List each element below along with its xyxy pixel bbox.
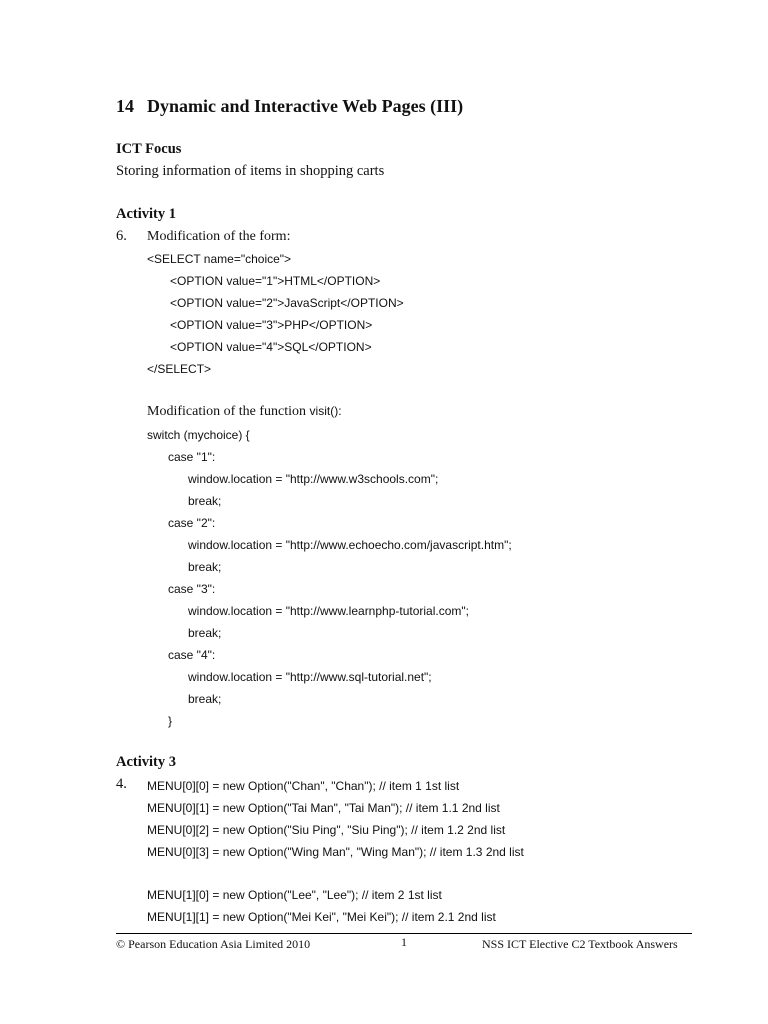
activity-1-heading: Activity 1 (116, 206, 176, 222)
footer-copyright: © Pearson Education Asia Limited 2010 (116, 937, 311, 951)
function-code-line: window.location = "http://www.w3schools.com"; (188, 472, 439, 486)
form-code-line: <OPTION value="2">JavaScript</OPTION> (170, 296, 404, 310)
menu-code-line: MENU[0][1] = new Option("Tai Man", "Tai Man"); // item 1.1 2nd list (147, 801, 500, 815)
function-code-line: case "2": (168, 516, 216, 530)
function-code-line: window.location = "http://www.echoecho.com/javascript.htm"; (188, 538, 512, 552)
form-code-line: <OPTION value="1">HTML</OPTION> (170, 274, 381, 288)
function-code-line: break; (188, 626, 222, 640)
menu-code-line: MENU[0][0] = new Option("Chan", "Chan"); // item 1 1st list (147, 779, 460, 793)
function-code-line: break; (188, 494, 222, 508)
chapter-title: Dynamic and Interactive Web Pages (III) (147, 96, 464, 116)
footer-page-number: 1 (401, 935, 407, 949)
activity-3-heading: Activity 3 (116, 754, 176, 770)
chapter-number: 14 (116, 96, 134, 116)
function-code-line: case "3": (168, 582, 216, 596)
form-code-line: <SELECT name="choice"> (147, 252, 292, 266)
menu-code-line: MENU[1][0] = new Option("Lee", "Lee"); // item 2 1st list (147, 888, 442, 902)
function-code-line: case "4": (168, 648, 216, 662)
activity-1-item-number: 6. (116, 228, 127, 244)
form-code-line: <OPTION value="3">PHP</OPTION> (170, 318, 373, 332)
function-code-line: window.location = "http://www.learnphp-tutorial.com"; (188, 604, 469, 618)
function-modification-label (147, 404, 342, 420)
form-code-line: <OPTION value="4">SQL</OPTION> (170, 340, 372, 354)
menu-code-line: MENU[0][2] = new Option("Siu Ping", "Siu Ping"); // item 1.2 2nd list (147, 823, 506, 837)
form-modification-label: Modification of the form: (147, 229, 291, 244)
function-code-line: case "1": (168, 450, 216, 464)
menu-code-line: MENU[0][3] = new Option("Wing Man", "Wing Man"); // item 1.3 2nd list (147, 845, 524, 859)
activity-3-item-number: 4. (116, 776, 127, 792)
function-code-line: } (168, 714, 173, 728)
footer-divider (116, 933, 692, 934)
function-code-line: break; (188, 560, 222, 574)
footer-book-title: NSS ICT Elective C2 Textbook Answers (482, 937, 678, 951)
form-code-line: </SELECT> (147, 362, 212, 376)
function-label-text: Modification of the function (147, 404, 310, 419)
ict-focus-heading: ICT Focus (116, 141, 182, 157)
function-code-line: window.location = "http://www.sql-tutorial.net"; (188, 670, 432, 684)
function-code-line: switch (mychoice) { (147, 428, 250, 442)
ict-focus-text: Storing information of items in shopping carts (116, 163, 385, 179)
menu-code-line: MENU[1][1] = new Option("Mei Kei", "Mei Kei"); // item 2.1 2nd list (147, 910, 496, 924)
function-code-line: break; (188, 692, 222, 706)
function-name: visit(): (309, 404, 342, 418)
